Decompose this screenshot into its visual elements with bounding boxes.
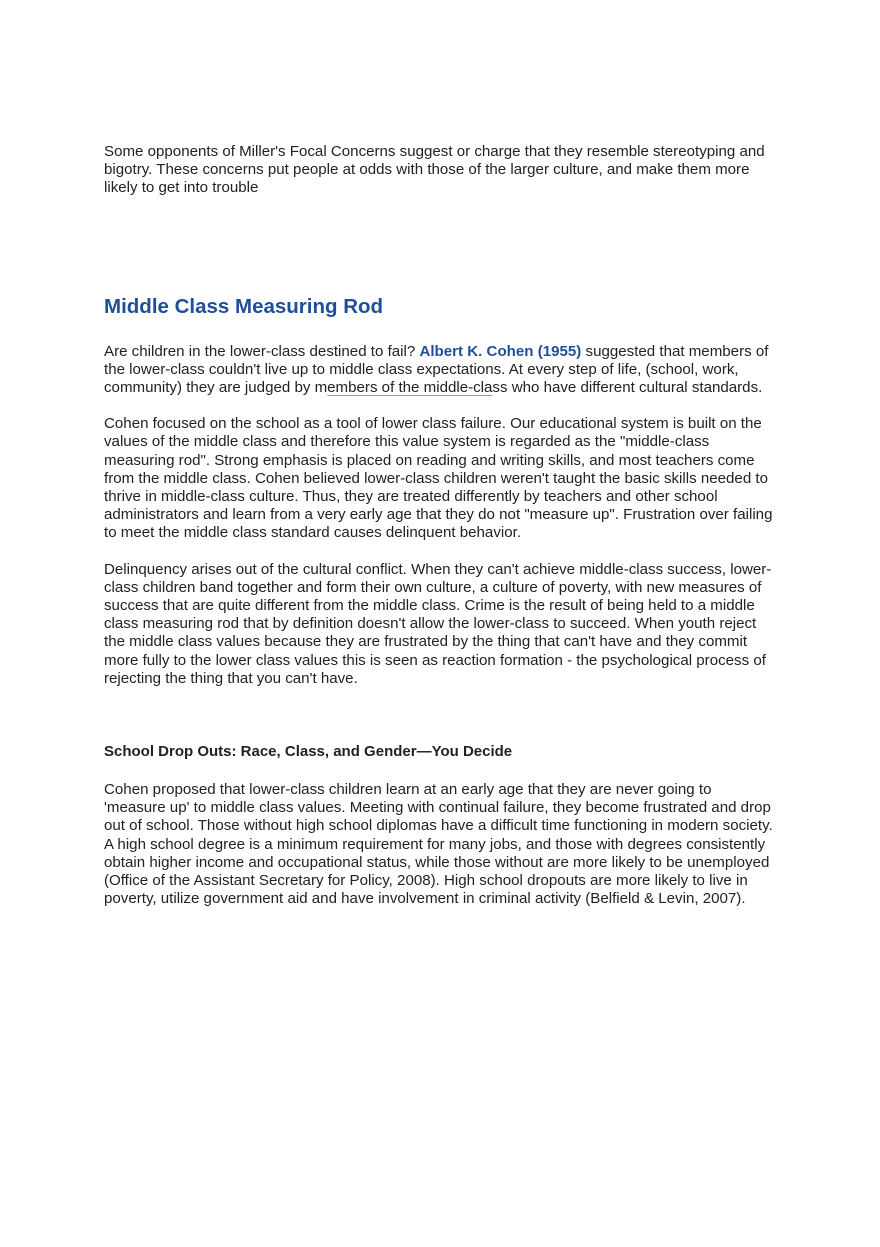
cohen-intro-paragraph <box>104 343 776 398</box>
intro-paragraph: Some opponents of Miller's Focal Concerns suggest or charge that they resemble stereotyping and bigotry. These concerns put people at odds with those of the larger culture, and make them more likely to get into trouble <box>104 143 765 197</box>
delinquency-paragraph: Delinquency arises out of the cultural conflict. When they can't achieve middle-class success, lower-class children band together and form their own culture, a culture of poverty, with new measures of success that are quite different from the middle class. Crime is the result of being held to a middle class measuring rod that by definition doesn't allow the lower-class to succeed. When youth reject the middle class values because they are frustrated by the thing that can't have and they commit more fully to the lower class values this is seen as reaction formation - the psychological process of rejecting the thing that you can't have. <box>104 560 772 687</box>
p1-text-after: ss who have different cultural standards. <box>492 379 763 397</box>
p1-text-before: Are children in the lower-class destined to fail? <box>104 342 420 360</box>
section-heading-school-drop-outs: School Drop Outs: Race, Class, and Gender—You Decide <box>104 743 513 761</box>
school-failure-paragraph: Cohen focused on the school as a tool of lower class failure. Our educational system is built on the values of the middle class and therefore this value system is regarded as the "middle-class measuring rod". Strong emphasis is placed on reading and writing skills, and most teachers come from the middle class. Cohen believed lower-class children weren't taught the basic skills needed to thrive in middle-class culture. Thus, they are treated differently by teachers and other school administrators and learn from a very early age that they do not "measure up". Frustration over failing to meet the middle class standard causes delinquent behavior. <box>104 415 773 542</box>
drop-outs-paragraph: Cohen proposed that lower-class children learn at an early age that they are never going to 'measure up' to middle class values. Meeting with continual failure, they become frustrated and drop out of school. Those without high school diplomas have a difficult time functioning in modern society. A high school degree is a minimum requirement for many jobs, and those with degrees consistently obtain higher income and occupational status, while those without are more likely to be unemployed (Office of the Assistant Secretary for Policy, 2008). High school dropouts are more likely to live in poverty, utilize government aid and have involvement in criminal activity (Belfield & Levin, 2007). <box>104 781 773 908</box>
section-heading-middle-class-measuring-rod: Middle Class Measuring Rod <box>104 294 384 318</box>
document-page <box>104 143 776 908</box>
p1-text-middle: suggested that members of the lower-class couldn't live up to middle class expectations. At every step of life, (school, work, community) they are judged by m <box>104 342 769 397</box>
citation-albert-cohen: Albert K. Cohen (1955) <box>419 342 582 360</box>
underlined-text: embers of the middle-cla <box>327 379 493 397</box>
